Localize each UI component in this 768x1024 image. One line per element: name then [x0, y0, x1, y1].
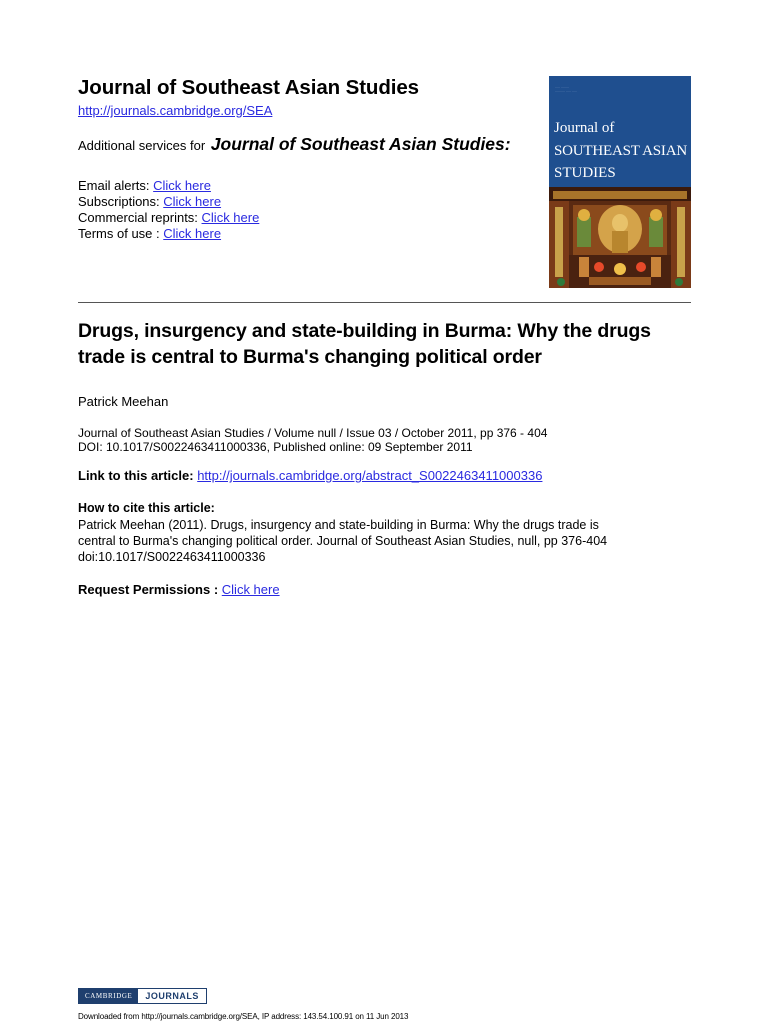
cambridge-journals-logo — [78, 988, 207, 1004]
request-permissions-link[interactable]: Click here — [221, 582, 280, 597]
cite-heading: How to cite this article: — [78, 501, 215, 515]
cite-text-line: Patrick Meehan (2011). Drugs, insurgency and state-building in Burma: Why the drugs trade is — [78, 518, 599, 532]
cite-text — [78, 517, 607, 565]
article-link-label: Link to this article: — [78, 468, 194, 483]
request-permissions — [78, 582, 280, 597]
article-url-link[interactable]: http://journals.cambridge.org/abstract_S0022463411000336 — [197, 468, 543, 483]
email-alerts-link[interactable]: Click here — [153, 178, 211, 193]
cover-fine-print: ····· ········ ·········· ····· ····· — [555, 85, 577, 93]
service-terms-of-use — [78, 226, 259, 242]
cover-title-line2: SOUTHEAST ASIAN — [554, 143, 687, 159]
logo-cambridge: CAMBRIDGE — [79, 989, 138, 1003]
logo-journals: JOURNALS — [138, 989, 206, 1003]
service-commercial-reprints — [78, 210, 259, 226]
cite-text-line: central to Burma's changing political order. Journal of Southeast Asian Studies, null, pp 376-404 — [78, 534, 608, 548]
cite-text-line: doi:10.1017/S0022463411000336 — [78, 550, 266, 564]
service-subscriptions — [78, 194, 259, 210]
section-divider — [78, 302, 691, 303]
additional-services — [78, 134, 511, 155]
article-title: Drugs, insurgency and state-building in Burma: Why the drugs trade is central to Burma's changing political order — [78, 320, 651, 368]
doi-line: DOI: 10.1017/S0022463411000336, Published online: 09 September 2011 — [78, 440, 473, 454]
journal-url-link[interactable]: http://journals.cambridge.org/SEA — [78, 103, 273, 118]
additional-services-journal-name: Journal of Southeast Asian Studies: — [210, 134, 511, 154]
cover-title-line1: Journal of — [554, 120, 615, 136]
cover-title-line3: STUDIES — [554, 165, 616, 181]
service-email-alerts — [78, 178, 259, 194]
service-label: Terms of use : — [78, 226, 164, 241]
article-author: Patrick Meehan — [78, 394, 169, 409]
subscriptions-link[interactable]: Click here — [163, 194, 222, 209]
service-label: Email alerts: — [78, 178, 154, 193]
article-link — [78, 468, 542, 483]
download-footer: Downloaded from http://journals.cambridge.org/SEA, IP address: 143.54.100.91 on 11 Jun 2013 — [78, 1012, 409, 1021]
citation-line: Journal of Southeast Asian Studies / Volume null / Issue 03 / October 2011, pp 376 - 404 — [78, 426, 548, 440]
cover-temple-photo — [549, 187, 691, 288]
article-citation — [78, 426, 547, 454]
commercial-reprints-link[interactable]: Click here — [201, 210, 260, 225]
additional-services-label: Additional services for — [78, 138, 206, 153]
service-label: Commercial reprints: — [78, 210, 202, 225]
request-permissions-label: Request Permissions : — [78, 582, 219, 597]
services-list — [78, 178, 259, 242]
service-label: Subscriptions: — [78, 194, 164, 209]
journal-title: Journal of Southeast Asian Studies — [78, 76, 419, 99]
terms-of-use-link[interactable]: Click here — [163, 226, 222, 241]
journal-cover-image — [549, 76, 691, 288]
